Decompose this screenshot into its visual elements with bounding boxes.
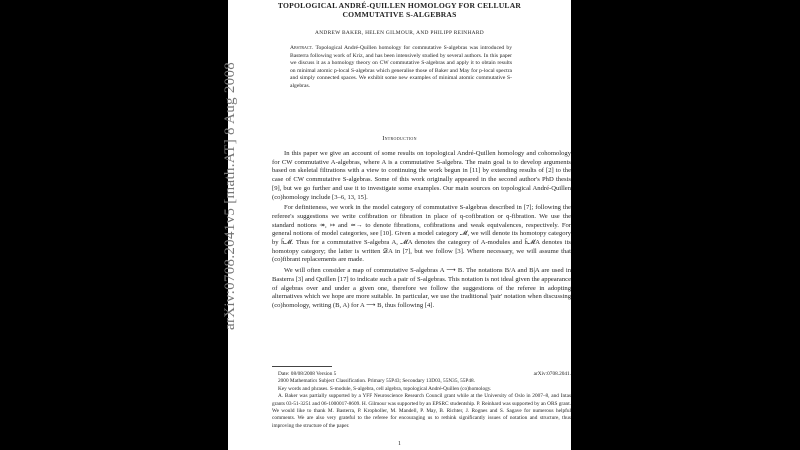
paragraph-3: We will often consider a map of commutative S-algebras A ⟶ B. The notations B/A and B|A are used in Basterra [3] and Quillen [17] to indicate such a pair of S-algebras. This notation is not ideal given the appearance of algebras over and under a given one, therefore we follow the suggestions of the referee in adopting alternatives which we hope are more suitable. In particular, we use the traditional 'pair' notation when discussing (co)homology, writing (B, A) for A ⟶ B, thus following [4]. <box>272 267 571 309</box>
footnote-divider <box>272 366 332 367</box>
paper-title-line-2: COMMUTATIVE S-ALGEBRAS <box>342 10 457 19</box>
page-number: 1 <box>398 441 401 447</box>
footnote-acknowledgements: A. Baker was partially supported by a YFF Neuroscience Research Council grant while at the University of Oslo in 2007–8, and Intas grants 03-51-3251 and 06-1000017-8609. H. Gilmour was supported by an EPSRC studentship. P. Reinhard was supported by an ORS grant. We would like to thank M. Basterra, P. Kropholler, M. Mandell, P. May, B. Richter, J. Rognes and S. Sagave for numerous helpful comments. We are also very grateful to the referee for encouraging us to rethink significantly issues of notation and structure, thus improving the structure of the paper. <box>272 393 571 429</box>
paper-page <box>228 0 571 450</box>
footnote-msc: 2000 Mathematics Subject Classification. Primary 55P43; Secondary 13D03, 55N35, 55P48. <box>278 378 475 385</box>
body-text <box>272 150 571 311</box>
paragraph-1: In this paper we give an account of some results on topological André-Quillen homology and cohomology for CW commutative A-algebras, where A is a commutative S-algebra. The main goal is to develop arguments based on skeletal filtrations with a view to continuing the work begun in [11] by extending results of [2] to the case of CW commutative S-algebras. Some of this work originally appeared in the second author's PhD thesis [9], but we go further and use it to investigate some examples. Our main sources on topological André-Quillen (co)homology include [3–6, 13, 15]. <box>272 150 571 201</box>
arxiv-stamp: arXiv:0708.2041v5 [math.AT] 8 Aug 2008 <box>222 61 238 330</box>
paragraph-2: For definiteness, we work in the model category of commutative S-algebras described in [7]; following the referee's suggestions we write cofibration or fibration in place of q-cofibration or q-fibration. We use the standard notions ↠, ↣ and ≃→ to denote fibrations, cofibrations and weak equivalences, respectively. For general notions of model categories, see [10]. Given a model category 𝓜, we will denote its homotopy category by h̄𝓜. Thus for a commutative S-algebra A, 𝓜A denotes the category of A-modules and h̄𝓜A denotes its homotopy category; the latter is written 𝒟A in [7], but we follow [3]. Where necessary, we will assume that (co)fibrant replacements are made. <box>272 204 571 264</box>
paper-title-line-1: TOPOLOGICAL ANDRÉ-QUILLEN HOMOLOGY FOR CELLULAR <box>277 1 522 10</box>
abstract-label: Abstract. <box>290 45 314 51</box>
footnote-arxiv-ref: arXiv:0708.2041. <box>533 371 571 377</box>
abstract <box>290 45 512 91</box>
footnotes <box>272 371 571 430</box>
section-heading: Introduction <box>382 135 417 142</box>
footnote-date: Date: 08/08/2008 Version 5 <box>278 371 337 377</box>
abstract-text: Topological André-Quillen homology for commutative S-algebras was introduced by Basterra following work of Kriz, and has been intensively studied by several authors. In this paper we discuss it as a homology theory on CW commutative S-algebras and apply it to obtain results on minimal atomic p-local S-algebras which generalise those of Baker and May for p-local spectra and simply connected spaces. We exhibit some new examples of minimal atomic commutative S-algebras. <box>290 45 512 89</box>
author-list: ANDREW BAKER, HELEN GILMOUR, AND PHILIPP REINHARD <box>315 30 484 36</box>
footnote-keywords: Key words and phrases. S-module, S-algebra, cell algebra, topological André-Quillen (co)homology. <box>278 385 492 392</box>
